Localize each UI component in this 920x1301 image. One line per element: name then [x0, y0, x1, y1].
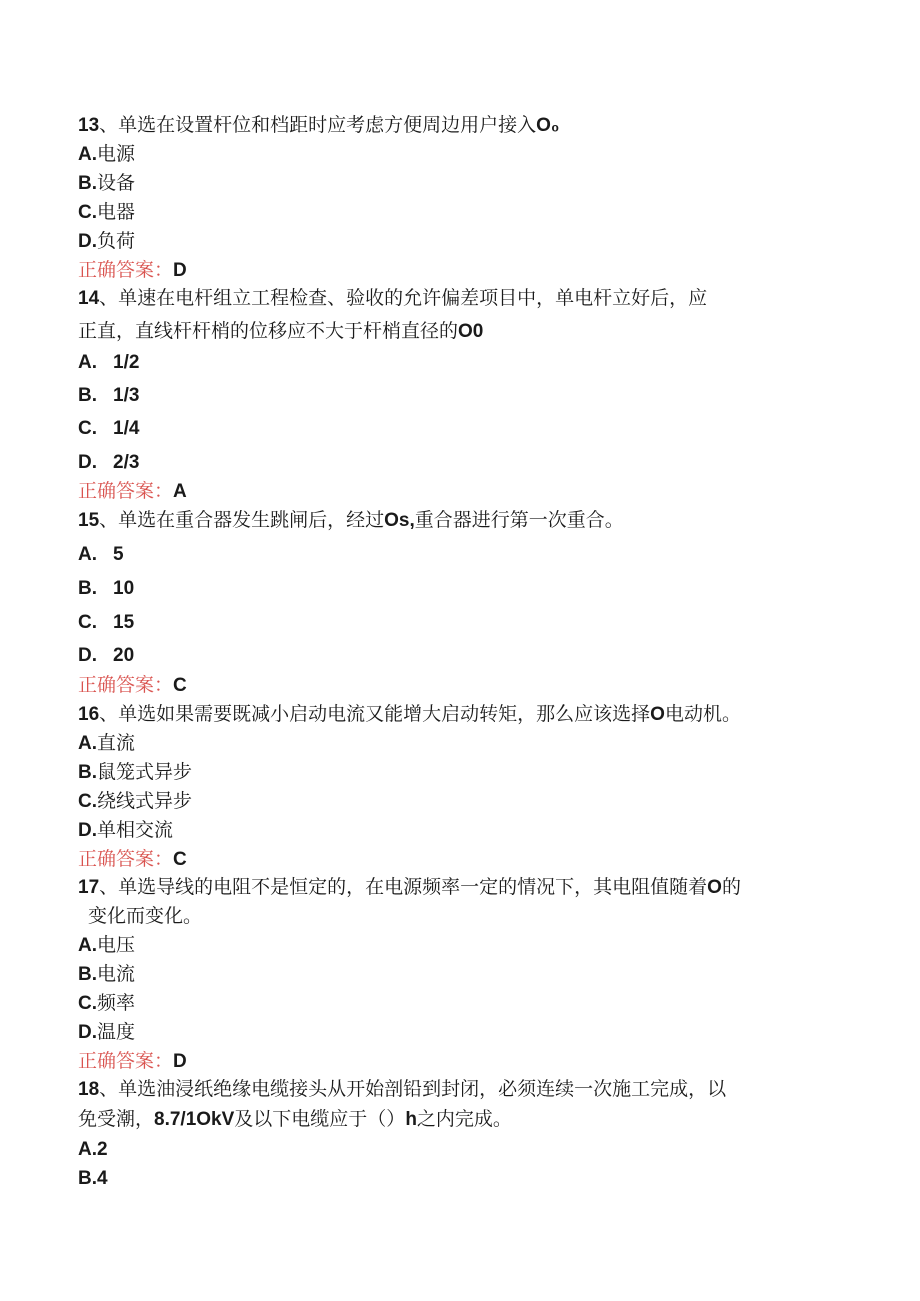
- question-14-answer: 正确答案：A: [78, 480, 187, 502]
- question-17-stem-line1: 17、单选导线的电阻不是恒定的，在电源频率一定的情况下，其电阻值随着O的: [78, 876, 741, 898]
- question-15-stem: 15、单选在重合器发生跳闸后，经过Os,重合器进行第一次重合。: [78, 509, 624, 531]
- question-17-option-b: B.电流: [78, 963, 136, 985]
- question-16-answer: 正确答案：C: [78, 848, 187, 870]
- question-15-option-d: D. 20: [78, 645, 135, 666]
- question-17-option-d: D.温度: [78, 1021, 136, 1043]
- question-13-answer: 正确答案：D: [78, 259, 187, 281]
- question-13-stem: 13、单选在设置杆位和档距时应考虑方便周边用户接入O₀: [78, 114, 560, 136]
- question-15-answer: 正确答案：C: [78, 674, 187, 696]
- question-17-stem-line2: 变化而变化。: [88, 905, 203, 927]
- question-18-stem-line1: 18、单选油浸纸绝缘电缆接头从开始剖铅到封闭，必须连续一次施工完成，以: [78, 1078, 727, 1100]
- question-16-option-a: A.直流: [78, 732, 136, 754]
- question-17-answer: 正确答案：D: [78, 1050, 187, 1072]
- question-14-option-c: C. 1/4: [78, 418, 140, 439]
- question-14-option-a: A. 1/2: [78, 352, 140, 373]
- question-16-option-d: D.单相交流: [78, 819, 174, 841]
- question-15-option-c: C. 15: [78, 612, 135, 633]
- question-17-option-a: A.电压: [78, 934, 136, 956]
- question-14-stem-line2: 正直，直线杆杆梢的位移应不大于杆梢直径的O0: [78, 320, 484, 342]
- question-15-option-b: B. 10: [78, 578, 135, 599]
- question-13-option-a: A.电源: [78, 143, 136, 165]
- question-18-option-b: B.4: [78, 1168, 108, 1189]
- question-16-option-c: C.绕线式异步: [78, 790, 193, 812]
- question-13-option-c: C.电器: [78, 201, 136, 223]
- question-14-stem-line1: 14、单速在电杆组立工程检查、验收的允许偏差项目中，单电杆立好后，应: [78, 287, 708, 309]
- question-16-option-b: B.鼠笼式异步: [78, 761, 193, 783]
- question-14-option-b: B. 1/3: [78, 385, 140, 406]
- question-17-option-c: C.频率: [78, 992, 136, 1014]
- question-15-option-a: A. 5: [78, 544, 124, 565]
- question-13-option-d: D.负荷: [78, 230, 136, 252]
- question-16-stem: 16、单选如果需要既减小启动电流又能增大启动转矩，那么应该选择O电动机。: [78, 703, 741, 725]
- question-18-option-a: A.2: [78, 1139, 108, 1160]
- question-18-stem-line2: 免受潮，8.7/1OkV及以下电缆应于（）h之内完成。: [78, 1108, 512, 1130]
- question-14-option-d: D. 2/3: [78, 452, 140, 473]
- question-13-option-b: B.设备: [78, 172, 136, 194]
